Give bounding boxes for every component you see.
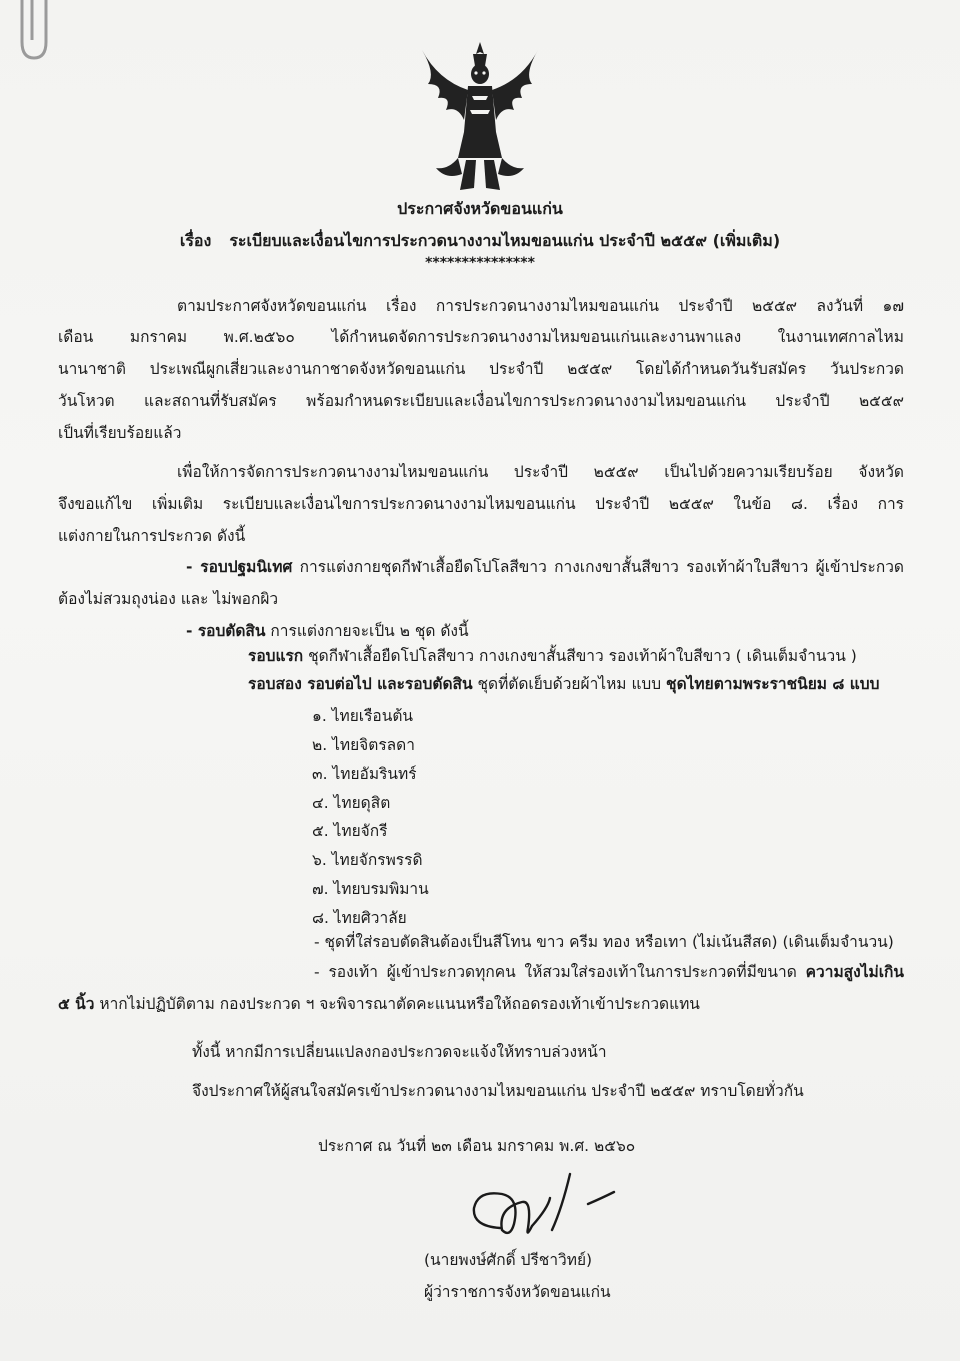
note-shoes-line xyxy=(314,962,904,982)
subject-label: เรื่อง xyxy=(179,231,212,250)
round-1-text: ชุดกีฬาเสื้อยืดโปโลสีขาว กางเกงขาสั้นสีขาว รองเท้าผ้าใบสีขาว ( เดินเต็มจำนวน ) xyxy=(303,647,857,665)
style-item: ๗. ไทยบรมพิมาน xyxy=(312,880,429,898)
note-shoes-height: ๕ นิ้ว xyxy=(58,995,95,1013)
paragraph-2-line-2: จึงขอแก้ไข เพิ่มเติม ระเบียบและเงื่อนไขการประกวดนางงามไหมขอนแก่น ประจำปี ๒๕๕๙ ในข้อ ๘. เรื่อง การ xyxy=(58,495,904,513)
style-item: ๖. ไทยจักรพรรดิ xyxy=(312,851,423,869)
note-shoes-text: - รองเท้า ผู้เข้าประกวดทุกคน ให้สวมใส่รองเท้าในการประกวดที่มีขนาด xyxy=(314,963,806,981)
round-2-line xyxy=(248,674,879,694)
note-color-line: - ชุดที่ใส่รอบตัดสินต้องเป็นสีโทน ขาว ครีม ทอง หรือเทา (ไม่เน้นสีสด) (เดินเต็มจำนวน) xyxy=(314,933,894,951)
style-item: ๒. ไทยจิตรลดา xyxy=(312,736,415,754)
closing-announcement: จึงประกาศให้ผู้สนใจสมัครเข้าประกวดนางงามไหมขอนแก่น ประจำปี ๒๕๕๙ ทราบโดยทั่วกัน xyxy=(192,1082,804,1100)
announcement-date: ประกาศ ณ วันที่ ๒๓ เดือน มกราคม พ.ศ. ๒๕๖๐ xyxy=(318,1137,636,1155)
handwritten-signature xyxy=(462,1168,622,1258)
paragraph-1-line-3: นานาชาติ ประเพณีผูกเสี่ยวและงานกาชาดจังหวัดขอนแก่น ประจำปี ๒๕๕๙ โดยได้กำหนดวันรับสมัคร วันประกวด xyxy=(58,360,904,378)
garuda-emblem-icon xyxy=(418,40,542,192)
document-subject xyxy=(0,229,960,254)
round-1-label: รอบแรก xyxy=(248,647,304,665)
signer-title: ผู้ว่าราชการจังหวัดขอนแก่น xyxy=(424,1283,611,1301)
signer-name: (นายพงษ์ศักดิ์ ปรีชาวิทย์) xyxy=(424,1251,593,1269)
final-round-label: - รอบตัดสิน xyxy=(186,622,266,640)
note-shoes-cont: หากไม่ปฏิบัติตาม กองประกวด ฯ จะพิจารณาตัดคะแนนหรือให้ถอดรองเท้าเข้าประกวดแทน xyxy=(94,995,700,1013)
style-item: ๘. ไทยศิวาลัย xyxy=(312,909,407,927)
document-title: ประกาศจังหวัดขอนแก่น xyxy=(397,199,563,218)
prelim-round-text: การแต่งกายชุดกีฬาเสื้อยืดโปโลสีขาว กางเกงขาสั้นสีขาว รองเท้าผ้าใบสีขาว ผู้เข้าประกวด xyxy=(292,558,904,576)
paperclip-icon xyxy=(8,0,54,70)
paragraph-1-line-4: วันโหวต และสถานที่รับสมัคร พร้อมกำหนดระเบียบและเงื่อนไขการประกวดนางงามไหมขอนแก่น ประจำปี ๒๕๕๙ xyxy=(58,392,904,410)
subject-text: ระเบียบและเงื่อนไขการประกวดนางงามไหมขอนแก่น ประจำปี ๒๕๕๙ (เพิ่มเติม) xyxy=(229,231,781,250)
separator-stars: *************** xyxy=(425,255,535,271)
paragraph-2-line-1: เพื่อให้การจัดการประกวดนางงามไหมขอนแก่น ประจำปี ๒๕๕๙ เป็นไปด้วยความเรียบร้อย จังหวัด xyxy=(177,463,904,481)
paragraph-1-line-1: ตามประกาศจังหวัดขอนแก่น เรื่อง การประกวดนางงามไหมขอนแก่น ประจำปี ๒๕๕๙ ลงวันที่ ๑๗ xyxy=(177,297,904,315)
round-2-text: ชุดที่ตัดเย็บด้วยผ้าไหม แบบ xyxy=(472,675,667,693)
closing-note: ทั้งนี้ หากมีการเปลี่ยนแปลงกองประกวดจะแจ้งให้ทราบล่วงหน้า xyxy=(192,1043,607,1061)
paragraph-1-line-2: เดือน มกราคม พ.ศ.๒๕๖๐ ได้กำหนดจัดการประกวดนางงามไหมขอนแก่นและงานพาแลง ในงานเทศกาลไหม xyxy=(58,328,904,346)
paragraph-2-line-3: แต่งกายในการประกวด ดังนี้ xyxy=(58,527,246,545)
final-round-line xyxy=(186,621,469,641)
final-round-text: การแต่งกายจะเป็น ๒ ชุด ดังนี้ xyxy=(265,622,469,640)
prelim-round-line-2: ต้องไม่สวมถุงน่อง และ ไม่พอกผิว xyxy=(58,590,279,608)
round-2-label: รอบสอง รอบต่อไป และรอบตัดสิน xyxy=(248,675,473,693)
style-item: ๓. ไทยอัมรินทร์ xyxy=(312,765,417,783)
note-shoes-line-2 xyxy=(58,994,700,1014)
prelim-round-label: - รอบปฐมนิเทศ xyxy=(186,558,293,576)
style-item: ๔. ไทยดุสิต xyxy=(312,794,391,812)
prelim-round-line xyxy=(186,557,904,577)
note-shoes-bold: ความสูงไม่เกิน xyxy=(805,963,904,981)
style-item: ๑. ไทยเรือนต้น xyxy=(312,707,413,725)
round-2-bold: ชุดไทยตามพระราชนิยม ๘ แบบ xyxy=(666,675,880,693)
round-1-line xyxy=(248,646,857,666)
paragraph-1-line-5: เป็นที่เรียบร้อยแล้ว xyxy=(58,424,182,442)
style-item: ๕. ไทยจักรี xyxy=(312,822,388,840)
